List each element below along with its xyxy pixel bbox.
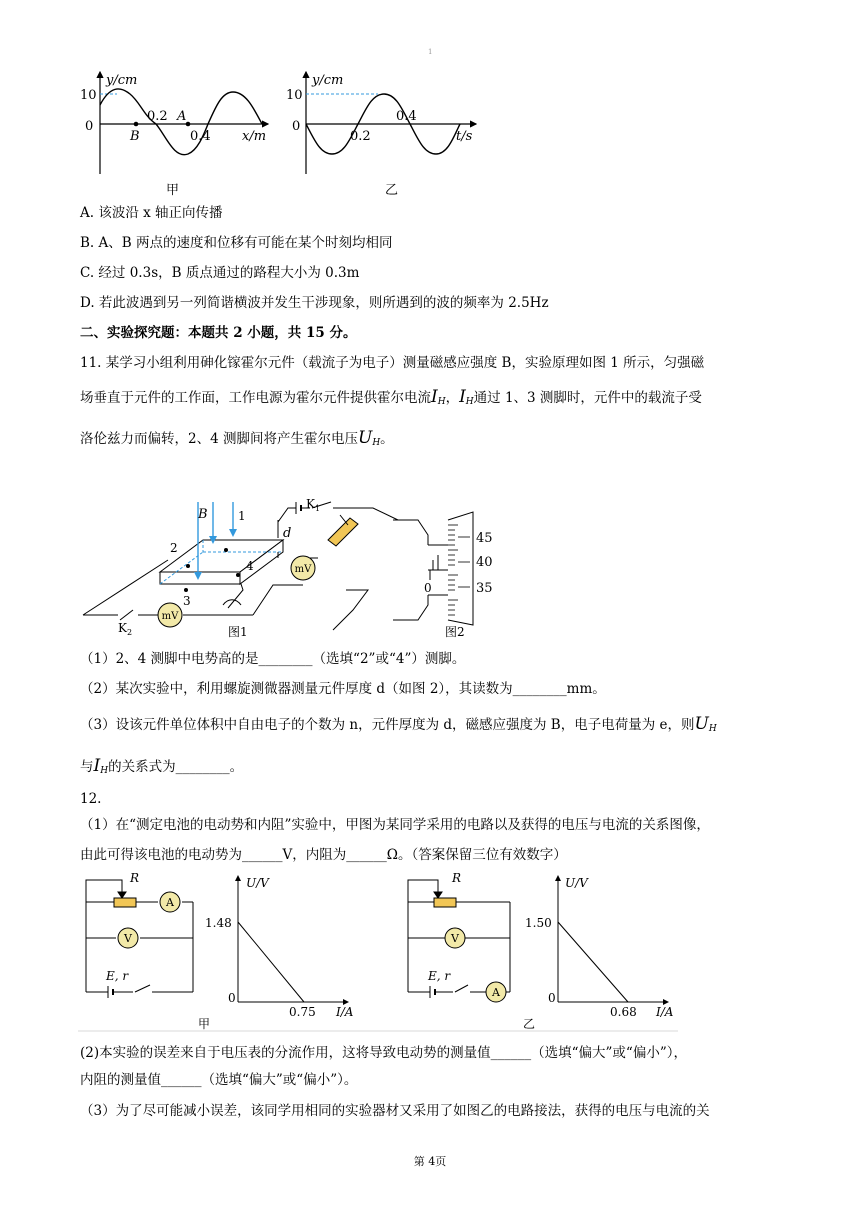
symbol-ih-2: $I_H$ bbox=[459, 387, 474, 407]
wave-right-y10: 10 bbox=[286, 88, 303, 103]
wave-right-zero: 0 bbox=[292, 119, 301, 134]
section-heading: 二、实验探究题：本题共 2 小题，共 15 分。 bbox=[80, 325, 357, 341]
q11-sub1: （1）2、4 测脚中电势高的是________（选填“2”或“4”）测脚。 bbox=[80, 651, 466, 667]
wave-graph-left bbox=[80, 72, 268, 198]
wave-left-tick-02: 0.2 bbox=[147, 109, 168, 124]
option-a: A. 该波沿 x 轴正向传播 bbox=[80, 205, 223, 221]
q12-sub1-line1: （1）在“测定电池的电动势和内阻”实验中，甲图为某同学采用的电路以及获得的电压与电流的关系图像， bbox=[80, 817, 710, 833]
symbol-uh-2: $U_H$ bbox=[694, 714, 717, 734]
svg-text:0: 0 bbox=[228, 991, 236, 1005]
svg-text:I/A: I/A bbox=[656, 1005, 674, 1019]
svg-text:A: A bbox=[492, 986, 500, 999]
q11-line3 bbox=[80, 428, 394, 453]
q11-line2 bbox=[80, 387, 702, 412]
option-c: C. 经过 0.3s，B 质点通过的路程大小为 0.3m bbox=[80, 265, 360, 281]
fig2-caption: 图2 bbox=[445, 625, 465, 639]
ammeter-left bbox=[160, 892, 180, 912]
svg-text:U/V: U/V bbox=[246, 876, 269, 890]
millivoltmeter-bottom bbox=[158, 603, 182, 627]
svg-text:mV: mV bbox=[294, 564, 312, 575]
wave-left-ylabel: y/cm bbox=[106, 73, 138, 88]
fig1-caption: 图1 bbox=[228, 625, 248, 639]
svg-text:U/V: U/V bbox=[565, 876, 588, 890]
fig1-label-d: d bbox=[283, 526, 292, 541]
micrometer bbox=[393, 512, 493, 639]
fig1-label-3: 3 bbox=[183, 594, 191, 608]
svg-text:0.75: 0.75 bbox=[289, 1005, 316, 1019]
wave-left-y10: 10 bbox=[80, 88, 97, 103]
q12-number: 12. bbox=[80, 791, 102, 807]
hall-element bbox=[160, 502, 283, 592]
q11-line2-c: 通过 1、3 测脚时，元件中的载流子受 bbox=[473, 390, 702, 406]
hall-experiment-figure bbox=[78, 480, 528, 650]
q12-sub1-line2: 由此可得该电池的电动势为______V，内阻为______Ω。（答案保留三位有效数字） bbox=[80, 847, 567, 863]
svg-text:A: A bbox=[166, 896, 174, 909]
rheostat-left bbox=[114, 898, 136, 907]
wave-right-tick-02: 0.2 bbox=[350, 129, 371, 144]
svg-text:mV: mV bbox=[161, 611, 179, 622]
fig1-label-k1: $K_1$ bbox=[306, 497, 321, 513]
wave-left-zero: 0 bbox=[85, 119, 94, 134]
caption-yi: 乙 bbox=[523, 1017, 536, 1031]
svg-text:0: 0 bbox=[548, 991, 556, 1005]
wave-right-ylabel: y/cm bbox=[312, 73, 344, 88]
circuit-right-r: R bbox=[452, 872, 462, 885]
circuit-left-r: R bbox=[130, 872, 140, 885]
graph-left bbox=[205, 876, 354, 1019]
svg-text:I/A: I/A bbox=[336, 1005, 354, 1019]
circuit-left-er: E, r bbox=[106, 969, 129, 983]
ammeter-right bbox=[486, 982, 506, 1002]
rheostat bbox=[328, 515, 358, 546]
q11-line2-b: ， bbox=[445, 390, 460, 406]
symbol-uh-1: $U_H$ bbox=[357, 428, 381, 448]
wave-left-tick-04: 0.4 bbox=[190, 129, 211, 144]
q11-line2-a: 场垂直于元件的工作面，工作电源为霍尔元件提供霍尔电流 bbox=[80, 390, 431, 406]
wave-left-point-a: A bbox=[177, 109, 187, 124]
wave-right-xlabel: t/s bbox=[456, 129, 473, 144]
page-footer: 第 4页 bbox=[413, 1155, 447, 1168]
fig1-label-2: 2 bbox=[170, 541, 178, 555]
fig2-zero: 0 bbox=[424, 581, 432, 595]
battery-experiment-figure bbox=[78, 872, 688, 1037]
svg-text:V: V bbox=[451, 932, 459, 945]
wave-right-caption: 乙 bbox=[385, 183, 399, 198]
q11-sub3-line1: （3）设该元件单位体积中自由电子的个数为 n，元件厚度为 d，磁感应强度为 B，电子电荷量为 e，则$U_H$ bbox=[80, 714, 717, 734]
q12-sub2-line2: 内阻的测量值______（选填“偏大”或“偏小”）。 bbox=[80, 1072, 358, 1088]
fig2-tick-40: 40 bbox=[476, 555, 493, 570]
circuit-right-er: E, r bbox=[428, 969, 451, 983]
wave-right-tick-04: 0.4 bbox=[396, 109, 417, 124]
symbol-ih-1: $I_H$ bbox=[431, 387, 446, 407]
option-d: D. 若此波遇到另一列简谐横波并发生干涉现象，则所遇到的波的频率为 2.5Hz bbox=[80, 295, 549, 311]
q11-sub2: （2）某次实验中，利用螺旋测微器测量元件厚度 d（如图 2），其读数为________mm。 bbox=[80, 681, 606, 697]
q11-sub3-line2: 与$I_H$的关系式为________。 bbox=[80, 756, 244, 776]
fig2-tick-45: 45 bbox=[476, 531, 493, 546]
fig2-tick-35: 35 bbox=[476, 581, 493, 596]
caption-jia: 甲 bbox=[198, 1017, 211, 1031]
q11-line1: 11. 某学习小组利用砷化镓霍尔元件（载流子为电子）测量磁感应强度 B，实验原理如图 1 所示，匀强磁 bbox=[80, 355, 705, 371]
svg-text:1.50: 1.50 bbox=[525, 916, 552, 930]
wave-left-xlabel: x/m bbox=[242, 129, 267, 144]
symbol-ih-3: $I_H$ bbox=[93, 756, 109, 776]
fig1-label-k2: $K_2$ bbox=[118, 621, 133, 637]
voltmeter-right bbox=[445, 928, 465, 948]
fig1-label-4: 4 bbox=[246, 559, 254, 573]
option-b: B. A、B 两点的速度和位移有可能在某个时刻均相同 bbox=[80, 235, 393, 251]
svg-text:0.68: 0.68 bbox=[610, 1005, 637, 1019]
wave-graph-right bbox=[286, 72, 476, 198]
rheostat-right bbox=[434, 898, 456, 907]
svg-text:V: V bbox=[124, 932, 132, 945]
page-top-mark: 1 bbox=[428, 48, 433, 56]
q12-sub3: （3）为了尽可能减小误差，该同学用相同的实验器材又采用了如图乙的电路接法，获得的电压与电流的关 bbox=[80, 1103, 710, 1119]
q11-line3-b: 。 bbox=[380, 431, 394, 447]
fig1-label-1: 1 bbox=[238, 509, 246, 523]
wave-left-point-b: B bbox=[130, 129, 140, 144]
q11-line3-a: 洛伦兹力而偏转，2、4 测脚间将产生霍尔电压 bbox=[80, 431, 358, 447]
wave-left-caption: 甲 bbox=[166, 183, 180, 198]
graph-right bbox=[525, 876, 674, 1019]
voltmeter-left bbox=[118, 928, 138, 948]
fig1-label-b: B bbox=[198, 507, 208, 522]
millivoltmeter-top bbox=[291, 556, 315, 580]
wave-figure bbox=[70, 64, 490, 204]
q12-sub2-line1: (2)本实验的误差来自于电压表的分流作用，这将导致电动势的测量值______（选填“偏大”或“偏小”）， bbox=[80, 1045, 687, 1061]
svg-text:1.48: 1.48 bbox=[205, 916, 232, 930]
